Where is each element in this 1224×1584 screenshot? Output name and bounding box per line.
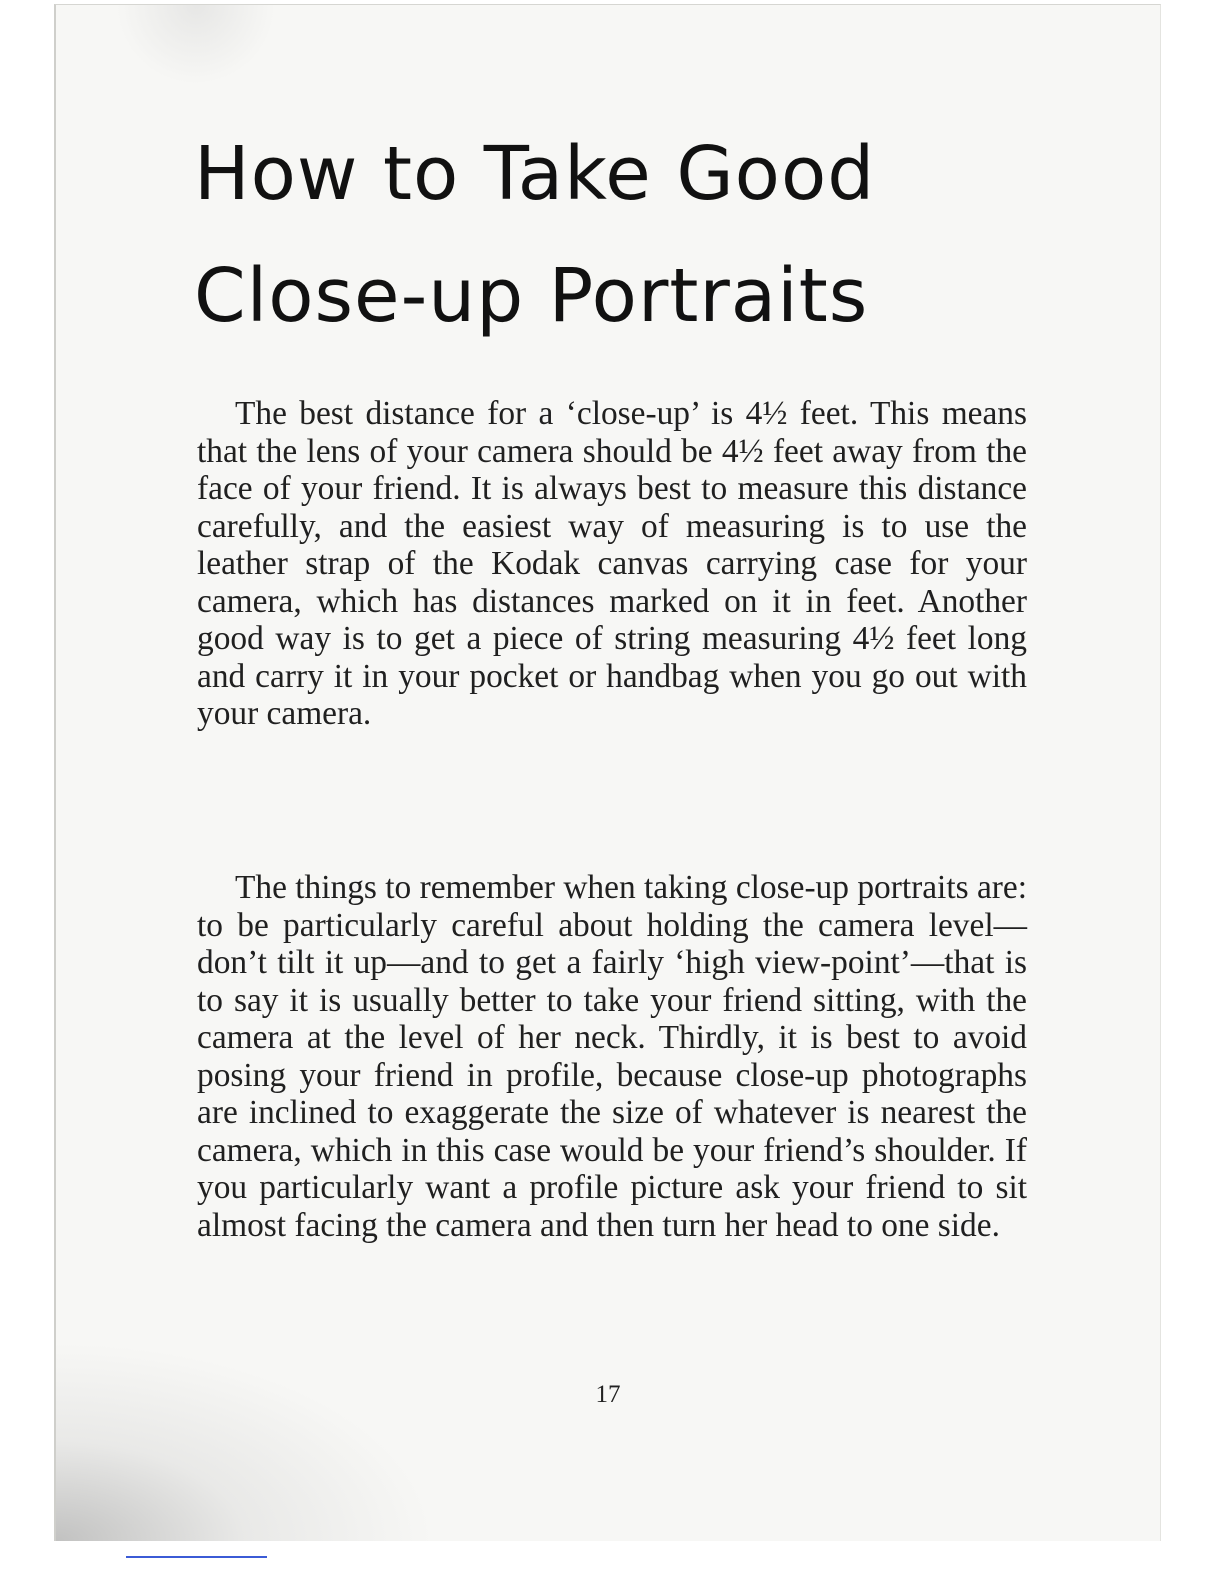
page-shadow-top	[116, 5, 276, 85]
paragraph-tips: The things to remember when taking close-up portraits are: to be particularly careful about holding the camera level—don’t tilt it up—and to get a fairly ‘high view-point’—that is to say it is usually better to take your friend sitting, with the camera at the level of her neck. Thirdly, it is best to avoid posing your friend in profile, because close-up photographs are inclined to exaggerate the size of whatever is nearest the camera, which in this case would be your friend’s shoulder. If you particularly want a profile picture ask your friend to sit almost facing the camera and then turn her head to one side.	[197, 869, 1027, 1244]
page-curl-shadow	[56, 1341, 436, 1541]
page-title	[194, 113, 875, 357]
title-line-2: Close-up Portraits	[194, 253, 869, 339]
title-line-1: How to Take Good	[194, 131, 876, 217]
page-number: 17	[595, 1381, 621, 1408]
scanned-page	[54, 4, 1161, 1541]
link-underline[interactable]	[126, 1556, 267, 1558]
paragraph-distance: The best distance for a ‘close-up’ is 4½ feet. This means that the lens of your camera should be 4½ feet away from the face of your friend. It is always best to measure this distance carefully, and the easiest way of measuring is to use the leather strap of the Kodak canvas carrying case for your camera, which has distances marked on it in feet. Another good way is to get a piece of string measuring 4½ feet long and carry it in your pocket or handbag when you go out with your camera.	[197, 395, 1027, 732]
